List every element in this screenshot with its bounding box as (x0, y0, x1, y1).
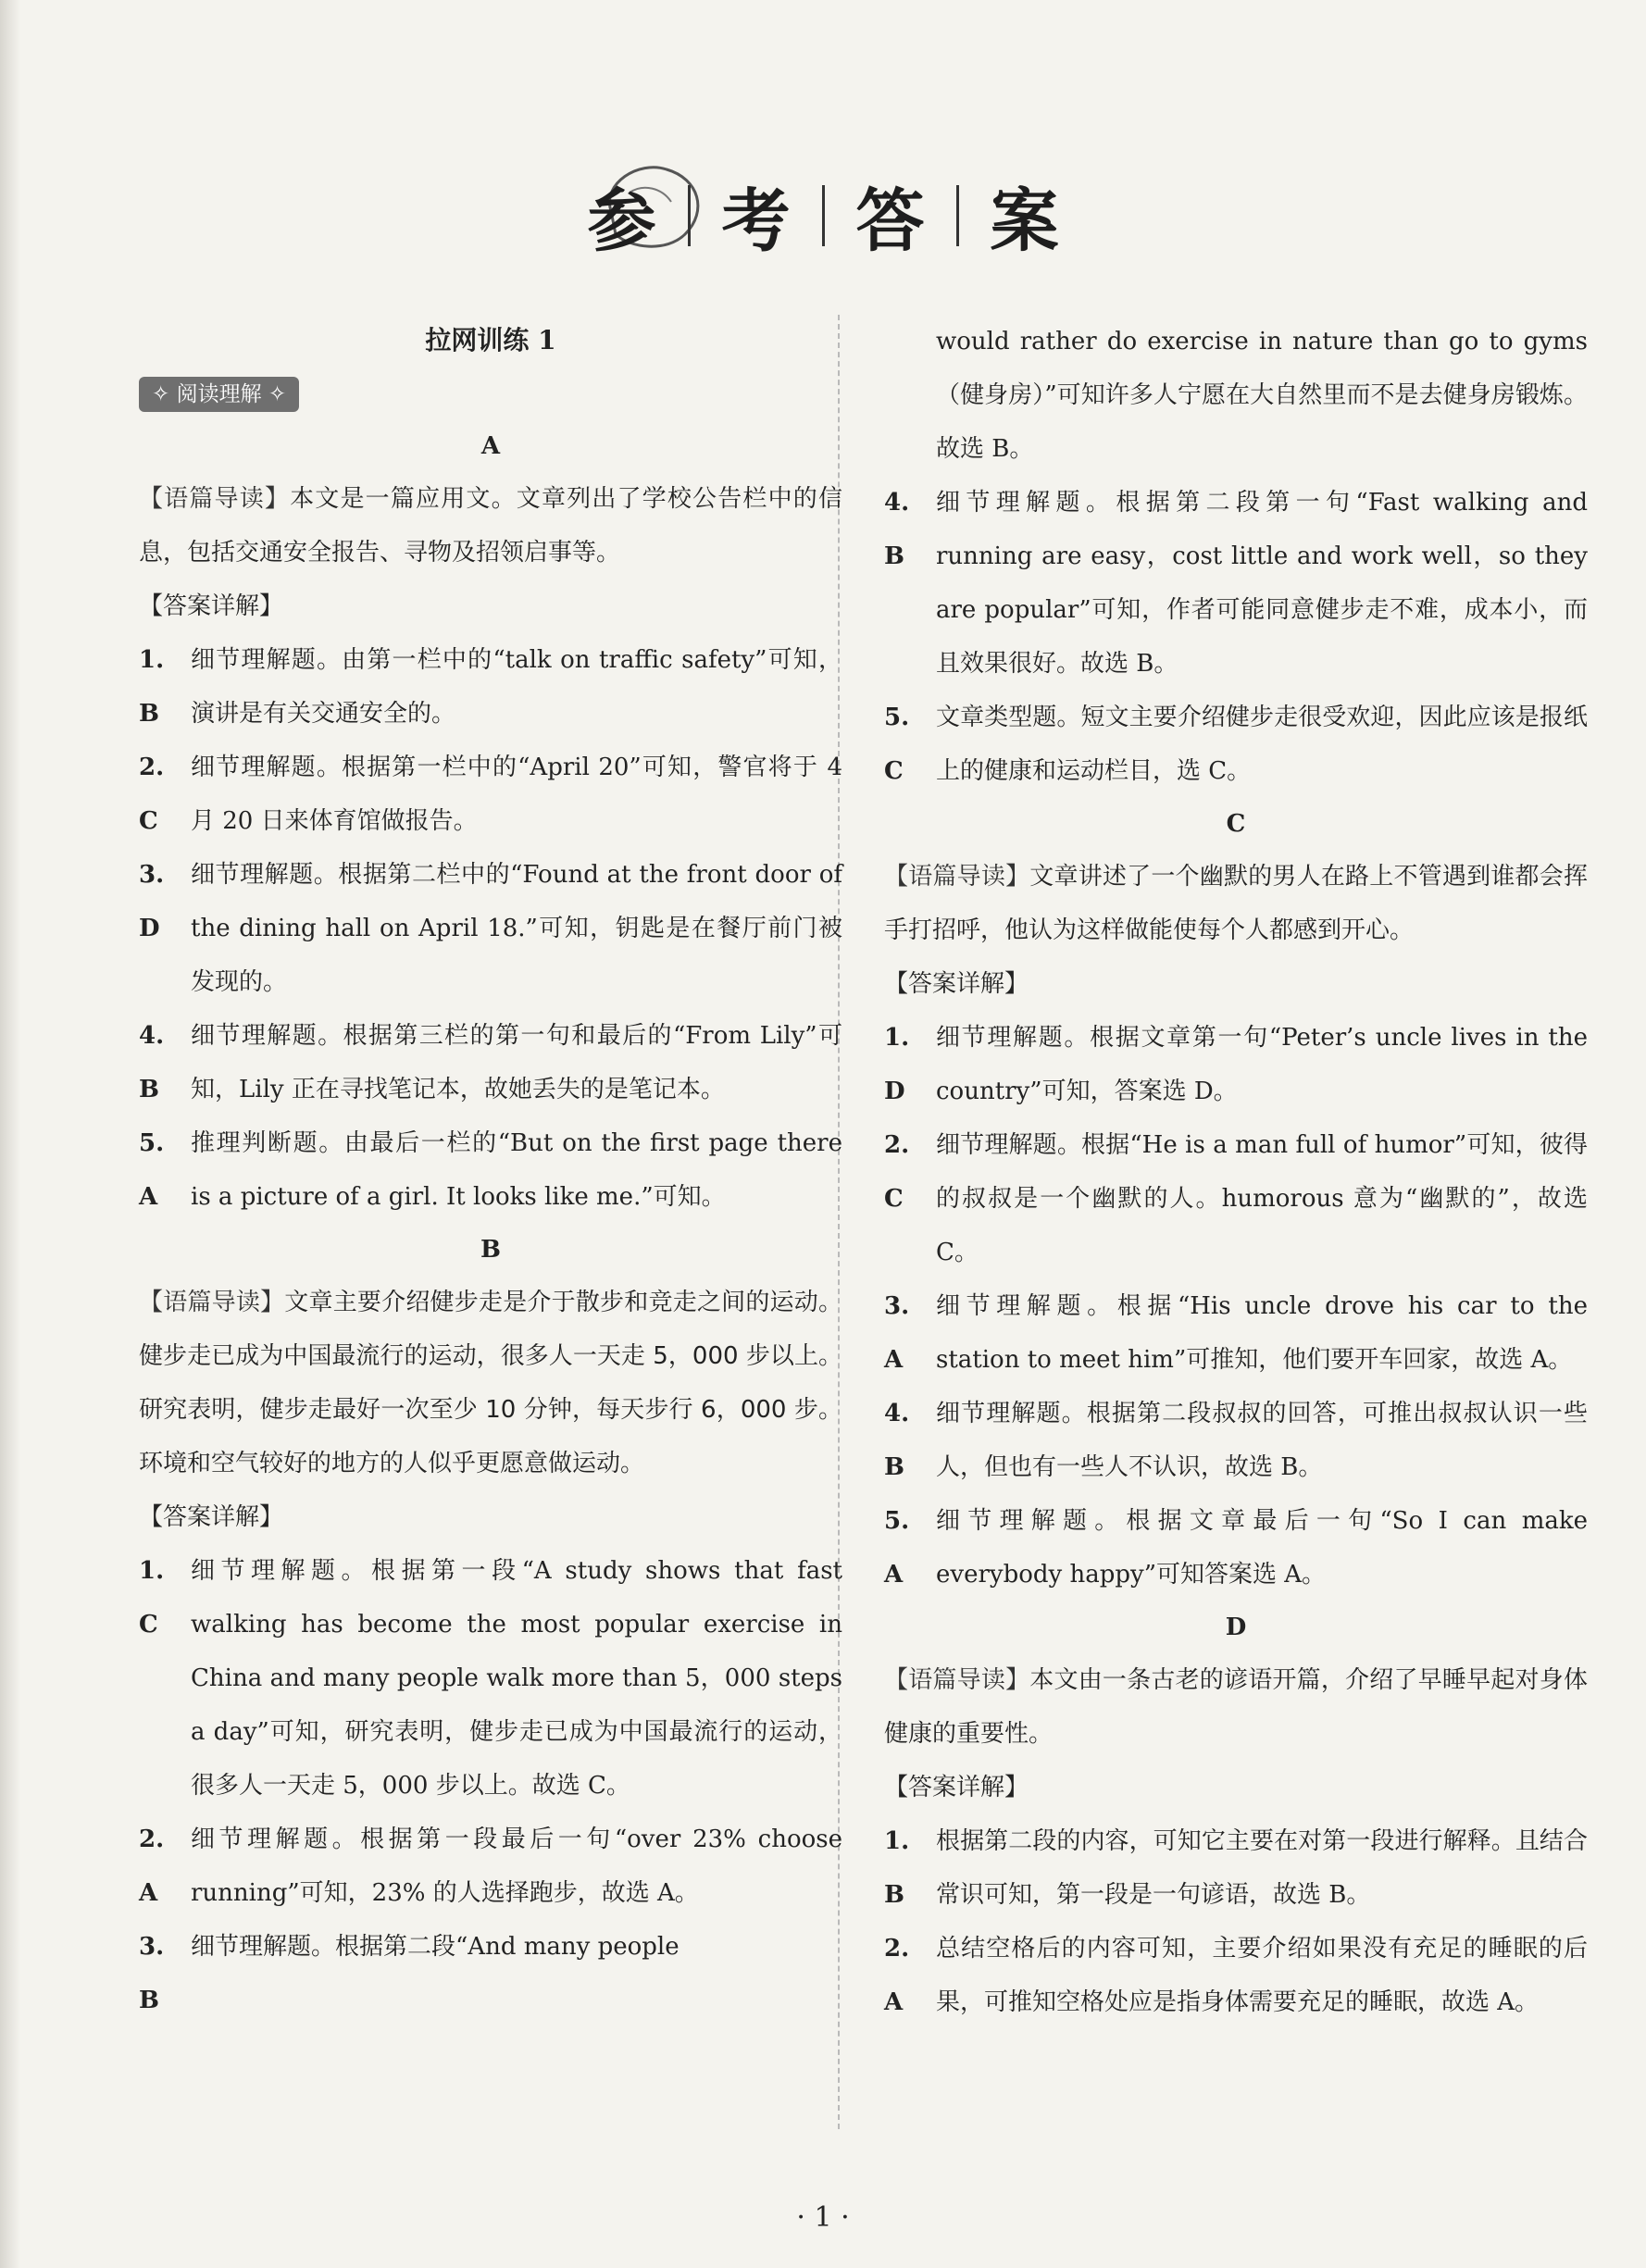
answer-number: 4. B (884, 489, 910, 570)
answer-number: 5. A (139, 1129, 165, 1211)
detail-tag: 【答案详解】 (139, 592, 284, 620)
answer-item (139, 1920, 842, 2027)
guide-tag: 【语篇导读】 (139, 485, 291, 513)
title-char: 答 (855, 181, 925, 261)
answer-text: 总结空格后的内容可知，主要介绍如果没有充足的睡眠的后果，可推知空格处应是指身体需要充足的睡眠，故选 A。 (936, 1935, 1588, 2016)
answer-item (884, 691, 1588, 798)
answer-number: 1. D (884, 1024, 910, 1105)
answer-number: 4. B (884, 1400, 910, 1481)
answer-number: 2. A (139, 1826, 165, 1907)
answer-number: 3. B (139, 1933, 165, 2014)
title-char: 参 (587, 181, 656, 261)
left-column (139, 315, 842, 2027)
answer-item (884, 476, 1588, 691)
answer-item (139, 1544, 842, 1813)
title-char: 案 (990, 181, 1059, 261)
guide-tag: 【语篇导读】 (884, 863, 1030, 891)
answer-item (884, 1279, 1588, 1387)
answer-item (884, 1494, 1588, 1601)
answer-item (884, 1387, 1588, 1494)
page-number: · 1 · (796, 2201, 850, 2234)
answer-item (139, 741, 842, 848)
detail-tag: 【答案详解】 (139, 1503, 284, 1531)
answer-text: 文章类型题。短文主要介绍健步走很受欢迎，因此应该是报纸上的健康和运动栏目，选 C。 (936, 704, 1588, 785)
answer-item (139, 1813, 842, 1920)
guide-text: 文章讲述了一个幽默的男人在路上不管遇到谁都会挥手打招呼，他认为这样做能使每个人都感到开心。 (884, 863, 1588, 944)
passage-heading: B (480, 1236, 501, 1264)
guide-text: 本文由一条古老的谚语开篇，介绍了早睡早起对身体健康的重要性。 (884, 1666, 1588, 1748)
answer-text: 细节理解题。根据第二段第一句“Fast walking and running are easy，cost little and work well，so they are popular”可知，作者可能同意健步走不难，成本小，而且效果很好。故选 B。 (936, 489, 1588, 678)
passage-guide (139, 1276, 842, 1490)
detail-tag: 【答案详解】 (884, 1774, 1029, 1801)
answer-item (884, 1011, 1588, 1118)
guide-text: 文章主要介绍健步走是介于散步和竞走之间的运动。健步走已成为中国最流行的运动，很多人一天走 5，000 步以上。研究表明，健步走最好一次至少 10 分钟，每天步行 6，000 步。环境和空气较好的地方的人似乎更愿意做运动。 (139, 1289, 842, 1477)
passage-guide (884, 1653, 1588, 1761)
answer-text: 细节理解题。根据第二段叔叔的回答，可推出叔叔认识一些人，但也有一些人不认识，故选 B。 (936, 1400, 1588, 1481)
answer-text: 细节理解题。根据第二段“And many people (191, 1933, 680, 1961)
passage-guide (884, 850, 1588, 957)
page-title (0, 167, 1646, 265)
answer-number: 3. A (884, 1292, 910, 1374)
answer-item (884, 1922, 1588, 2029)
answer-number: 1. B (884, 1827, 910, 1909)
guide-text: 本文是一篇应用文。文章列出了学校公告栏中的信息，包括交通安全报告、寻物及招领启事等。 (139, 485, 842, 567)
answer-text: 细节理解题。根据第一段最后一句“over 23% choose running”可知，23% 的人选择跑步，故选 A。 (191, 1826, 842, 1907)
answer-number: 4. B (139, 1022, 165, 1103)
answer-text: 根据第二段的内容，可知它主要在对第一段进行解释。且结合常识可知，第一段是一句谚语，故选 B。 (936, 1827, 1588, 1909)
section-title: 拉网训练 1 (425, 325, 556, 355)
right-column (884, 315, 1588, 2029)
passage-heading: A (480, 432, 501, 460)
answer-number: 1. C (139, 1557, 165, 1639)
answer-item (884, 1118, 1588, 1279)
answer-text: 细节理解题。根据文章最后一句“So I can make everybody happy”可知答案选 A。 (936, 1507, 1588, 1589)
answer-number: 2. C (884, 1131, 910, 1213)
answer-number: 1. B (139, 646, 165, 728)
answer-number: 2. A (884, 1935, 910, 2016)
answer-text: 细节理解题。根据第一栏中的“April 20”可知，警官将于 4 月 20 日来体育馆做报告。 (191, 754, 842, 835)
answer-text: 细节理解题。由第一栏中的“talk on traffic safety”可知，演讲是有关交通安全的。 (191, 646, 842, 728)
reading-badge: ✧ 阅读理解 ✧ (139, 377, 299, 412)
guide-tag: 【语篇导读】 (139, 1289, 285, 1316)
answer-item (884, 1814, 1588, 1922)
detail-tag: 【答案详解】 (884, 970, 1029, 998)
page-edge (0, 0, 20, 2268)
answer-item (139, 1009, 842, 1116)
answer-text: 细节理解题。根据第二栏中的“Found at the front door of the dining hall on April 18.”可知，钥匙是在餐厅前门被发现的。 (191, 861, 842, 996)
answer-text: 细节理解题。根据第一段“A study shows that fast walking has become the most popular exercise in China and many people walk more than 5，000 steps a day”可知，研究表明，健步走已成为中国最流行的运动，很多人一天走 5，000 步以上。故选 C。 (191, 1557, 842, 1800)
answer-number: 5. A (884, 1507, 910, 1589)
title-char: 考 (721, 181, 791, 261)
answer-text: 细节理解题。根据“His uncle drove his car to the station to meet him”可推知，他们要开车回家，故选 A。 (936, 1292, 1588, 1374)
answer-item (139, 1116, 842, 1224)
passage-heading: D (1225, 1614, 1247, 1641)
answer-continuation: would rather do exercise in nature than go to gyms（健身房）”可知许多人宁愿在大自然里而不是去健身房锻炼。故选 B。 (936, 328, 1588, 463)
answer-item (139, 633, 842, 741)
guide-tag: 【语篇导读】 (884, 1666, 1030, 1694)
answer-number: 5. C (884, 704, 910, 785)
answer-text: 细节理解题。根据“He is a man full of humor”可知，彼得的叔叔是一个幽默的人。humorous 意为“幽默的”，故选 C。 (936, 1131, 1588, 1266)
passage-heading: C (1226, 810, 1246, 838)
answer-item (139, 848, 842, 1009)
answer-number: 3. D (139, 861, 165, 942)
answer-number: 2. C (139, 754, 165, 835)
answer-text: 细节理解题。根据文章第一句“Peter’s uncle lives in the country”可知，答案选 D。 (936, 1024, 1588, 1105)
passage-guide (139, 472, 842, 579)
answer-text: 细节理解题。根据第三栏的第一句和最后的“From Lily”可知，Lily 正在寻找笔记本，故她丢失的是笔记本。 (191, 1022, 842, 1103)
answer-text: 推理判断题。由最后一栏的“But on the first page there is a picture of a girl. It looks like me.”可知。 (191, 1129, 842, 1211)
